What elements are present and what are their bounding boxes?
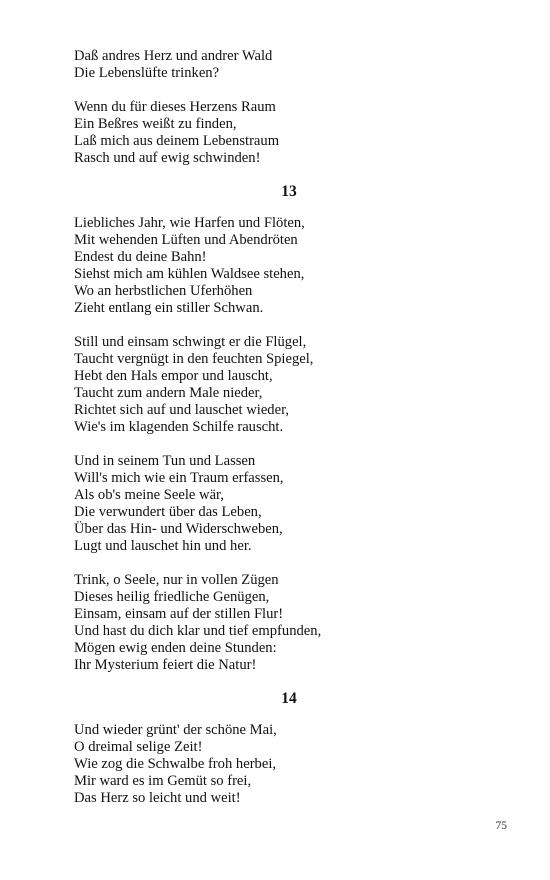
page-number: 75 bbox=[495, 820, 507, 832]
verse-line: Endest du deine Bahn! bbox=[74, 249, 207, 265]
verse-line: Dieses heilig friedliche Genügen, bbox=[74, 589, 270, 605]
verse-line: Taucht vergnügt in den feuchten Spiegel, bbox=[74, 351, 314, 367]
stanza bbox=[74, 572, 494, 674]
verse-line: Lugt und lauschet hin und her. bbox=[74, 538, 252, 554]
verse-line: Still und einsam schwingt er die Flügel, bbox=[74, 334, 307, 350]
verse-line: Liebliches Jahr, wie Harfen und Flöten, bbox=[74, 215, 305, 231]
verse-line: Zieht entlang ein stiller Schwan. bbox=[74, 300, 264, 316]
stanza bbox=[74, 722, 494, 807]
verse-line: Mögen ewig enden deine Stunden: bbox=[74, 640, 277, 656]
verse-line: Ein Beßres weißt zu finden, bbox=[74, 116, 237, 132]
stanza bbox=[74, 334, 494, 436]
verse-line: Mir ward es im Gemüt so frei, bbox=[74, 773, 252, 789]
verse-line: Die Lebenslüfte trinken? bbox=[74, 65, 220, 81]
verse-line: O dreimal selige Zeit! bbox=[74, 739, 203, 755]
stanza bbox=[74, 48, 494, 82]
page-content bbox=[74, 48, 494, 807]
verse-line: Wie's im klagenden Schilfe rauscht. bbox=[74, 419, 284, 435]
poem-number: 13 bbox=[281, 183, 297, 200]
stanza bbox=[74, 215, 494, 317]
stanza bbox=[74, 453, 494, 555]
verse-line: Über das Hin- und Widerschweben, bbox=[74, 521, 283, 537]
verse-line: Taucht zum andern Male nieder, bbox=[74, 385, 263, 401]
poem-number: 14 bbox=[281, 690, 297, 707]
verse-line: Die verwundert über das Leben, bbox=[74, 504, 262, 520]
verse-line: Hebt den Hals empor und lauscht, bbox=[74, 368, 273, 384]
verse-line: Als ob's meine Seele wär, bbox=[74, 487, 224, 503]
verse-line: Das Herz so leicht und weit! bbox=[74, 790, 241, 806]
verse-line: Richtet sich auf und lauschet wieder, bbox=[74, 402, 290, 418]
verse-line: Wenn du für dieses Herzens Raum bbox=[74, 99, 276, 115]
verse-line: Wie zog die Schwalbe froh herbei, bbox=[74, 756, 277, 772]
stanza bbox=[74, 99, 494, 167]
verse-line: Daß andres Herz und andrer Wald bbox=[74, 48, 273, 64]
verse-line: Laß mich aus deinem Lebenstraum bbox=[74, 133, 280, 149]
verse-line: Will's mich wie ein Traum erfassen, bbox=[74, 470, 284, 486]
verse-line: Wo an herbstlichen Uferhöhen bbox=[74, 283, 253, 299]
verse-line: Trink, o Seele, nur in vollen Zügen bbox=[74, 572, 279, 588]
verse-line: Einsam, einsam auf der stillen Flur! bbox=[74, 606, 284, 622]
verse-line: Rasch und auf ewig schwinden! bbox=[74, 150, 261, 166]
verse-line: Und hast du dich klar und tief empfunden, bbox=[74, 623, 322, 639]
verse-line: Mit wehenden Lüften und Abendröten bbox=[74, 232, 298, 248]
verse-line: Und wieder grünt' der schöne Mai, bbox=[74, 722, 277, 738]
verse-line: Siehst mich am kühlen Waldsee stehen, bbox=[74, 266, 305, 282]
verse-line: Und in seinem Tun und Lassen bbox=[74, 453, 256, 469]
verse-line: Ihr Mysterium feiert die Natur! bbox=[74, 657, 257, 673]
